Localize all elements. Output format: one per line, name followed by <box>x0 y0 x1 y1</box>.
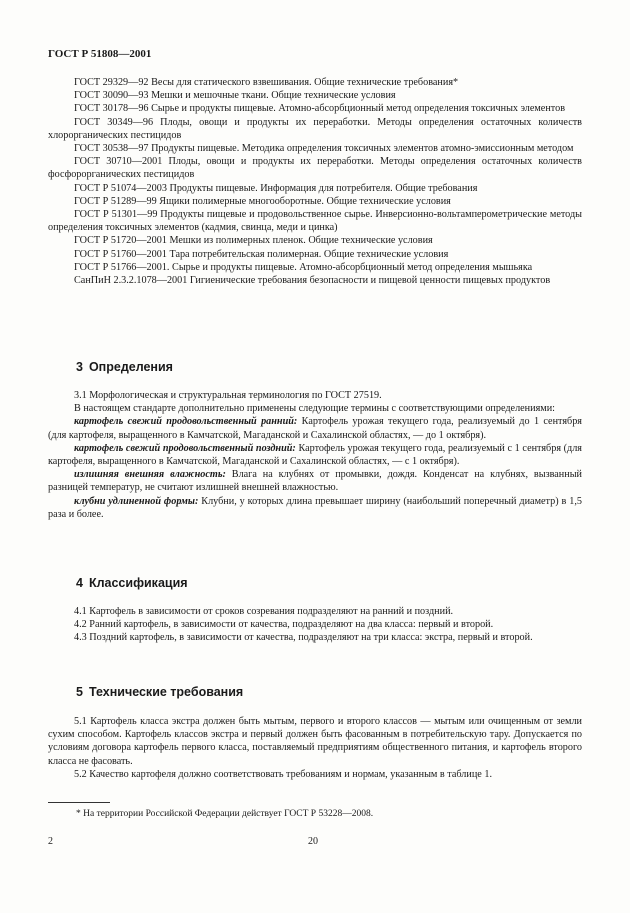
section-5-body <box>48 715 582 781</box>
page-number: 2 <box>48 836 53 847</box>
term-definition: Картофель урожая текущего года, реализуемый с 1 сентября (для картофеля, выращенного в Камчатской, Магаданской и Сахалинской областях, — с 1 октября). <box>48 442 582 468</box>
term: клубни удлиненной формы: <box>74 495 199 507</box>
reference-item: ГОСТ 29329—92 Весы для статического взвешивания. Общие технические требования* <box>74 77 459 88</box>
term: излишняя внешняя влажность: <box>74 469 226 481</box>
page-center-number: 20 <box>308 836 318 847</box>
paragraph: 3.1 Морфологическая и структуральная терминология по ГОСТ 27519. <box>74 390 382 401</box>
section-4-body <box>48 605 582 645</box>
definition <box>48 468 582 494</box>
reference-item: ГОСТ Р 51766—2001. Сырье и продукты пищевые. Атомно-абсорбционный метод определения мышьяка <box>74 261 533 273</box>
paragraph: 5.2 Качество картофеля должно соответствовать требованиям и нормам, указанным в таблице 1. <box>74 768 493 780</box>
definition <box>48 415 582 441</box>
paragraph: 4.2 Ранний картофель, в зависимости от качества, подразделяют на два класса: первый и второй. <box>74 619 494 631</box>
paragraph: 5.1 Картофель класса экстра должен быть мытым, первого и второго классов — мытым или очищенным от земли сухим способом. Картофель классов экстра и первый должен быть фасованным в потребительскую тару. Допускается по условиям договора картофель первого класса, поставляемый предприятиям общественного питания, и картофель второго класса не фасовать. <box>48 716 582 767</box>
term-definition: Клубни, у которых длина превышает ширину (наибольший поперечный диаметр) в 1,5 раза и более. <box>48 495 582 520</box>
section-title: Классификация <box>88 576 188 590</box>
term: картофель свежий продовольственный ранний: <box>74 416 298 428</box>
paragraph: В настоящем стандарте дополнительно применены следующие термины с соответствующими определениями: <box>74 403 555 415</box>
section-title: Определения <box>88 360 173 374</box>
references-list <box>48 76 582 287</box>
reference-item: ГОСТ Р 51074—2003 Продукты пищевые. Информация для потребителя. Общие требования <box>74 182 478 194</box>
footnote-separator <box>48 802 110 803</box>
reference-item: ГОСТ 30178—96 Сырье и продукты пищевые. Атомно-абсорбционный метод определения токсичных элементов <box>74 103 566 115</box>
section-4-heading <box>76 576 188 590</box>
reference-item: ГОСТ Р 51720—2001 Мешки из полимерных пленок. Общие технические условия <box>74 235 433 247</box>
section-number: 3 <box>76 360 83 374</box>
reference-item: ГОСТ 30349—96 Плоды, овощи и продукты их переработки. Методы определения остаточных количеств хлорорганических пестицидов <box>48 116 582 141</box>
section-5-heading <box>76 685 243 699</box>
definition <box>48 442 582 468</box>
reference-item: ГОСТ Р 51760—2001 Тара потребительская полимерная. Общие технические условия <box>74 248 449 260</box>
term-definition: Влага на клубнях от промывки, дождя. Конденсат на клубнях, вызванный разницей температур, не считают излишней внешней влажностью. <box>48 469 583 494</box>
section-title: Технические требования <box>88 685 244 699</box>
term-definition: Картофель урожая текущего года, реализуемый до 1 сентября (для картофеля, выращенного в Камчатской, Магаданской и Сахалинской областях, — до 1 октября). <box>48 416 582 441</box>
reference-item: ГОСТ 30538—97 Продукты пищевые. Методика определения токсичных элементов атомно-эмиссионным методом <box>74 143 574 155</box>
reference-item: ГОСТ 30710—2001 Плоды, овощи и продукты их переработки. Методы определения остаточных количеств фосфорорганических пестицидов <box>48 156 582 181</box>
paragraph: 4.3 Поздний картофель, в зависимости от качества, подразделяют на три класса: экстра, первый и второй. <box>74 632 533 644</box>
reference-item: ГОСТ Р 51301—99 Продукты пищевые и продовольственное сырье. Инверсионно-вольтамперометрические методы определения токсичных элементов (кадмия, свинца, меди и цинка) <box>48 209 582 234</box>
section-3-body <box>48 389 582 521</box>
page-header: ГОСТ Р 51808—2001 <box>48 48 152 60</box>
reference-item: СанПиН 2.3.2.1078—2001 Гигиенические требования безопасности и пищевой ценности пищевых продуктов <box>74 275 551 287</box>
footnote: * На территории Российской Федерации действует ГОСТ Р 53228—2008. <box>76 809 374 819</box>
paragraph: 4.1 Картофель в зависимости от сроков созревания подразделяют на ранний и поздний. <box>74 606 454 617</box>
definition <box>48 495 582 521</box>
section-number: 5 <box>76 685 83 699</box>
reference-item: ГОСТ Р 51289—99 Ящики полимерные многооборотные. Общие технические условия <box>74 195 451 207</box>
section-3-heading <box>76 360 173 374</box>
reference-item: ГОСТ 30090—93 Мешки и мешочные ткани. Общие технические условия <box>74 90 396 102</box>
term: картофель свежий продовольственный поздний: <box>74 442 296 454</box>
section-number: 4 <box>76 576 83 590</box>
